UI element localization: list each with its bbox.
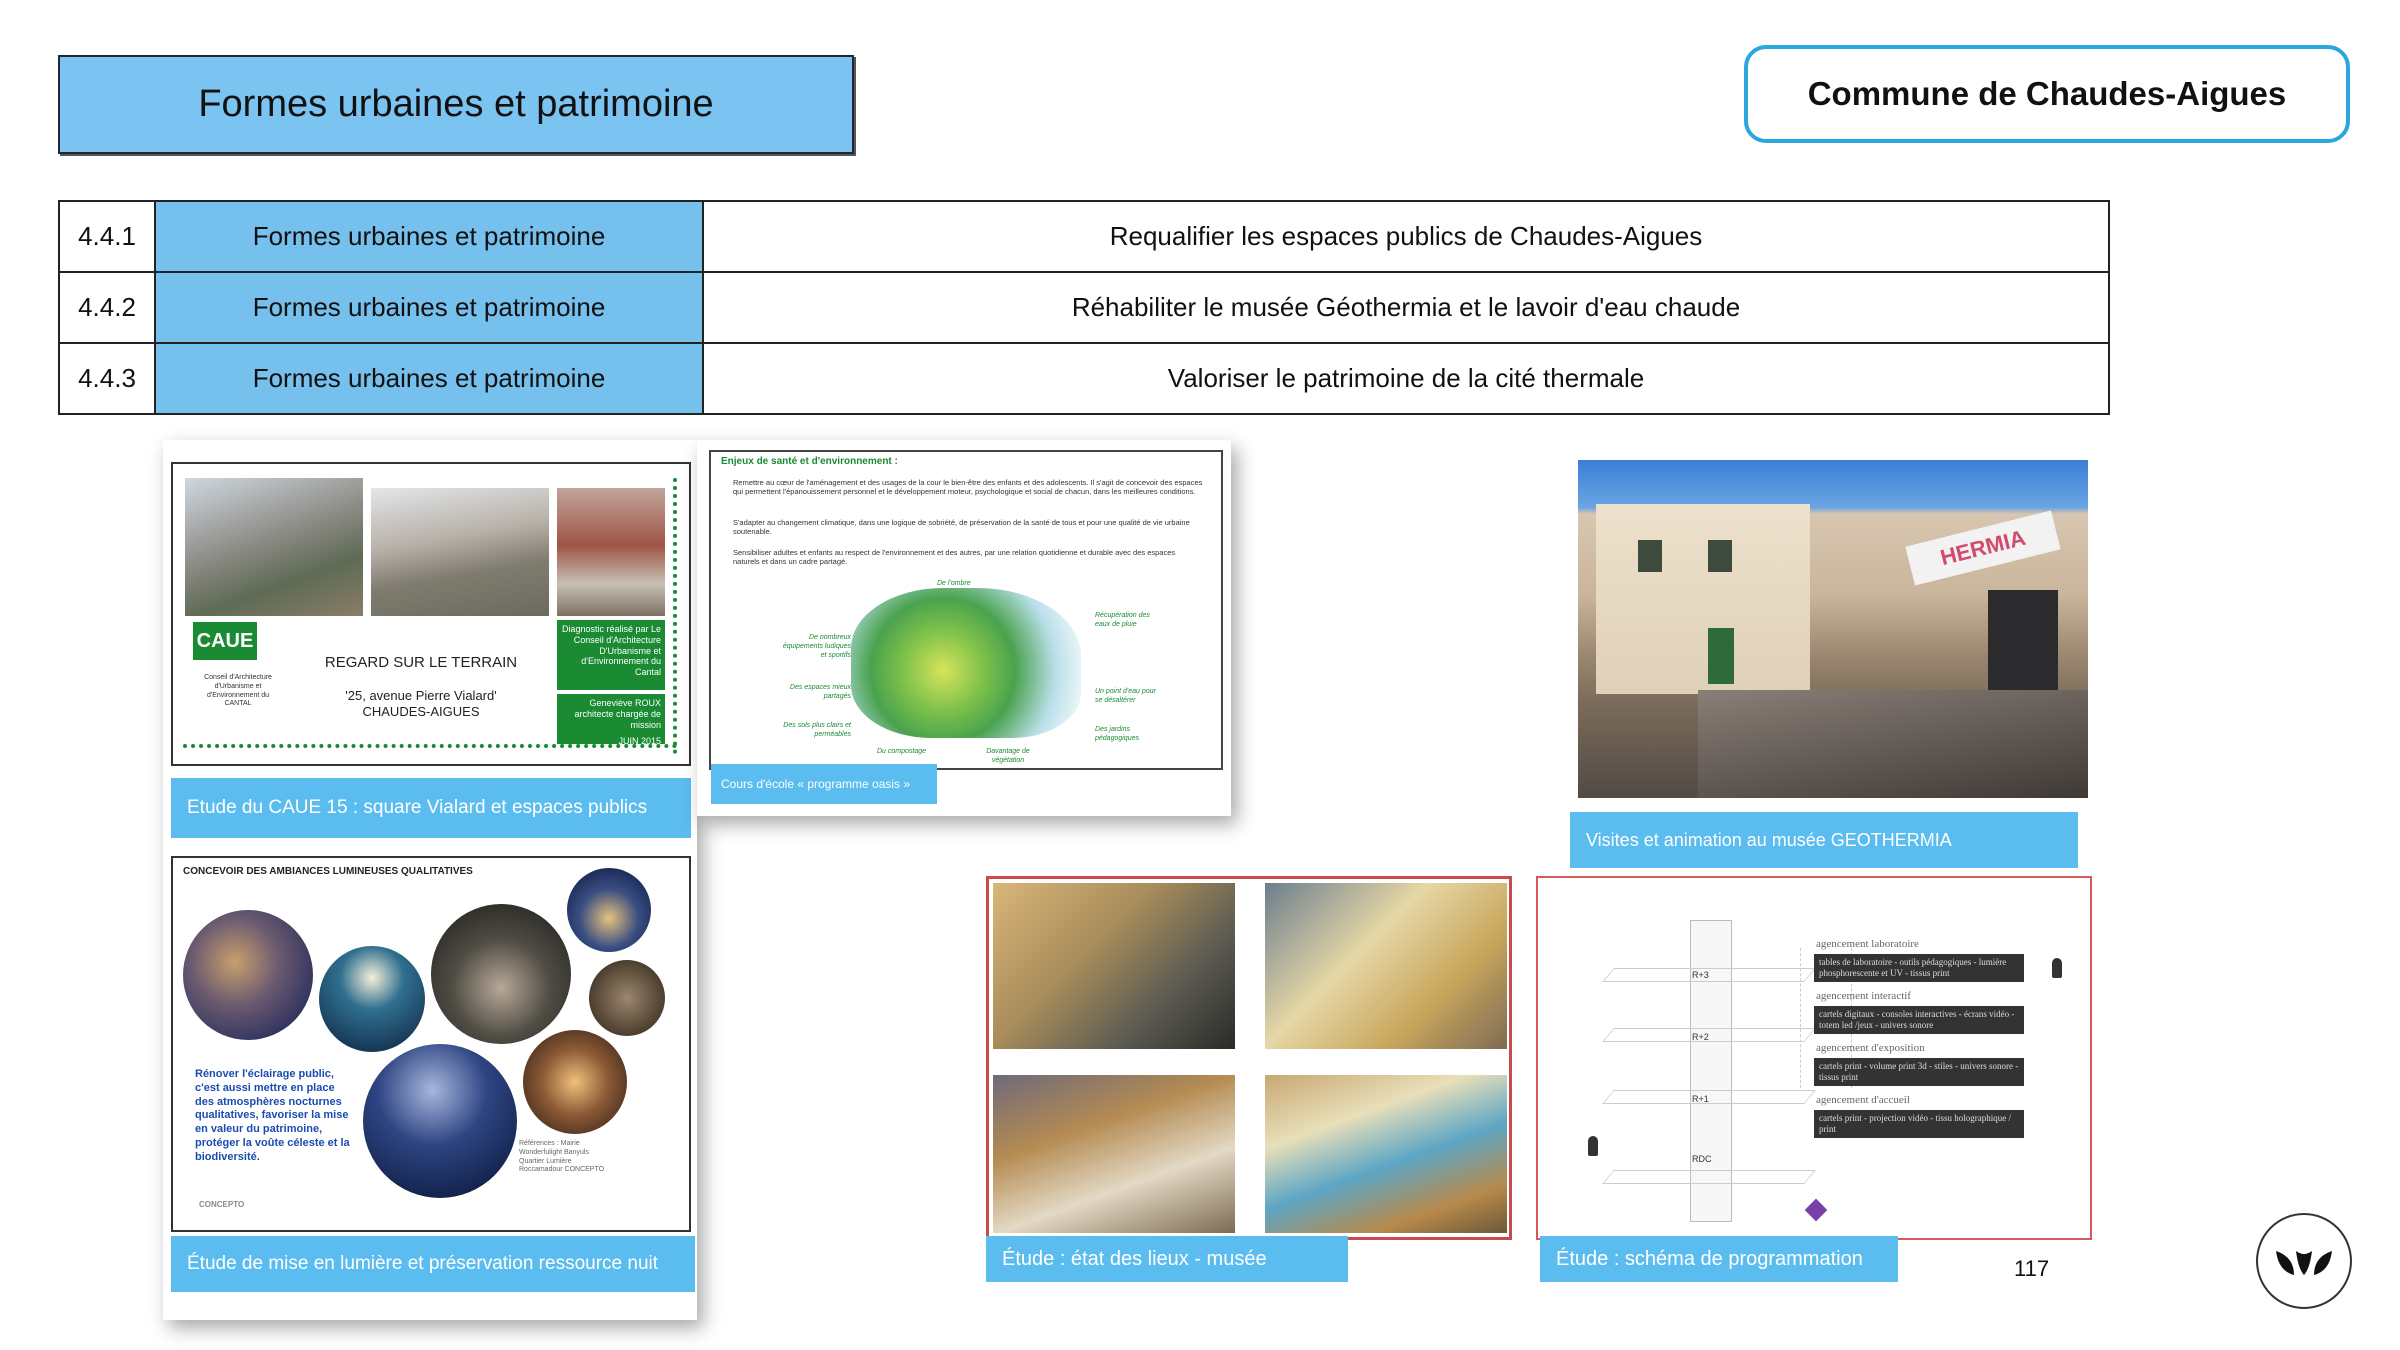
houses-photo [371,488,549,616]
caue-document [171,462,691,766]
actions-table [58,200,2110,415]
commune-label: Commune de Chaudes-Aigues [1744,45,2350,143]
group-heading: agencement laboratoire [1816,938,1919,950]
oasis-bullet: Remettre au cœur de l'aménagement et des usages de la cour le bien-être des enfants et des adolescents. Il s'agit de concevoir des espaces qui permettent l'épanouissement personnel et le développement moteur, psychologique et social de chacun, dans les meilleures conditions. [733,478,1203,497]
geothermia-photo [1578,460,2088,798]
museum-panels-photo [1265,883,1507,1049]
village-night-photo [183,910,313,1040]
caue-date: JUIN 2015 [618,736,661,747]
entrance-marker-icon [1805,1199,1828,1222]
lumiere-heading: CONCEVOIR DES AMBIANCES LUMINEUSES QUALITATIVES [183,866,473,877]
lumiere-body: Rénover l'éclairage public, c'est aussi mettre en place des atmosphères nocturnes qualitatives, favoriser la mise en valeur du patrimoine, protéger la voûte céleste et la biodiversité. [195,1068,350,1163]
table-row [59,272,2109,343]
museum-fresco-photo [1265,1075,1507,1233]
action-number: 4.4.1 [59,201,155,272]
studies-card [163,440,697,1320]
oasis-title: Enjeux de santé et d'environnement : [721,456,898,467]
oasis-label: Des sols plus clairs et perméables [783,722,851,738]
lumiere-caption: Étude de mise en lumière et préservation ressource nuit [171,1236,695,1292]
caue-logo: CAUE [193,622,257,660]
schoolyard-illustration [851,588,1081,738]
programmation-caption: Étude : schéma de programmation [1540,1236,1898,1282]
dotted-border [673,478,677,754]
group-detail: tables de laboratoire - outils pédagogiques - lumière phosphorescente et UV - tissus print [1814,954,2024,982]
oasis-label: Un point d'eau pour se désaltérer [1095,688,1156,704]
window [1638,540,1662,572]
caue-diagnostic-box: Diagnostic réalisé par Le Conseil d'Architecture D'Urbanisme et d'Environnement du Cantal [557,620,665,690]
museum-sign: HERMIA [1905,510,2060,585]
table-row [59,343,2109,414]
visitor-icon [1588,1136,1598,1156]
group-heading: agencement d'exposition [1816,1042,1925,1054]
stone-wall-photo [589,960,665,1036]
geothermia-caption: Visites et animation au musée GEOTHERMIA [1570,812,2078,868]
page-number: 117 [2014,1256,2050,1281]
floor-plate [1602,1028,1816,1042]
musee-caption: Étude : état des lieux - musée [986,1236,1348,1282]
oasis-label: De nombreux équipements ludiques et sportifs [782,634,851,659]
museum-room-photo [993,883,1235,1049]
group-heading: agencement interactif [1816,990,1911,1002]
oasis-bullet: S'adapter au changement climatique, dans une logique de sobriété, de préservation de la santé de tous et pour une qualité de vie urbaine soutenable. [733,518,1190,537]
green-door [1708,628,1734,684]
group-heading: agencement d'accueil [1816,1094,1910,1106]
caue-author-box [557,694,665,747]
lumiere-document [171,856,691,1232]
group-detail: cartels print - projection vidéo - tissu holographique / print [1814,1110,2024,1138]
oasis-label: Du compostage [877,748,927,755]
action-theme: Formes urbaines et patrimoine [155,201,703,272]
level-label: R+3 [1692,970,1709,980]
oasis-label: Des espaces mieux partagés [789,684,851,700]
leaf-logo-icon [2258,1215,2350,1307]
floor-plate [1602,1170,1816,1184]
oasis-caption: Cours d'école « programme oasis » [711,764,937,804]
street-photo [185,478,363,616]
cobblestone-street [1698,690,2088,798]
group-detail: cartels print - volume print 3d - stiles - univers sonore - tissus print [1814,1058,2024,1086]
church-night-photo [363,1044,517,1198]
window [1708,540,1732,572]
action-number: 4.4.2 [59,272,155,343]
floor-plate [1602,1090,1816,1104]
chapel-photo [523,1030,627,1134]
alley-photo [431,904,571,1044]
oasis-bullet: Sensibiliser adultes et enfants au respect de l'environnement et des autres, par une relation quotidienne et durable avec des espaces naturels et dans un cadre partagé. [733,548,1176,567]
table-row [59,201,2109,272]
brand-logo-icon [2256,1213,2352,1309]
street-light-photo [319,946,425,1052]
action-label: Valoriser le patrimoine de la cité thermale [703,343,2109,414]
caue-author: Geneviève ROUX architecte chargée de mission [574,698,661,730]
caue-heading: REGARD SUR LE TERRAIN [324,654,518,671]
oasis-document [709,450,1223,770]
page-title: Formes urbaines et patrimoine [58,55,854,154]
action-number: 4.4.3 [59,343,155,414]
group-detail: cartels digitaux - consoles interactives - écrans vidéo - totem led /jeux - univers sonore [1814,1006,2024,1034]
oasis-label: De l'ombre [937,580,971,587]
oasis-card [697,440,1231,816]
gate-photo [557,488,665,616]
caue-caption: Etude du CAUE 15 : square Vialard et espaces publics [171,778,691,838]
caue-logo-subtitle: Conseil d'Architecture d'Urbanisme et d'Environnement du CANTAL [204,674,272,708]
action-label: Réhabiliter le musée Géothermia et le lavoir d'eau chaude [703,272,2109,343]
floor-plate [1602,968,1816,982]
oasis-label: Davantage de végétation [986,748,1030,764]
caue-town: CHAUDES-AIGUES [362,704,480,719]
action-theme: Formes urbaines et patrimoine [155,272,703,343]
level-label: R+2 [1692,1032,1709,1042]
oasis-label: Récupération des eaux de pluie [1095,612,1150,628]
lumiere-references: Références : Mairie Wonderfulight Banyuls Quartier Lumière Roccamadour CONCEPTO [519,1140,605,1174]
level-label: R+1 [1692,1094,1709,1104]
oasis-label: Des jardins pédagogiques [1095,726,1139,742]
museum-model-photo [993,1075,1235,1233]
visitor-icon [2052,958,2062,978]
level-label: RDC [1692,1154,1712,1164]
action-theme: Formes urbaines et patrimoine [155,343,703,414]
concepto-logo: CONCEPTO [199,1200,245,1209]
caue-address: '25, avenue Pierre Vialard' [345,688,497,703]
programmation-schema [1536,876,2092,1240]
house-facade [1596,504,1810,694]
musee-collage [986,876,1512,1240]
building-photo [567,868,651,952]
action-label: Requalifier les espaces publics de Chaudes-Aigues [703,201,2109,272]
